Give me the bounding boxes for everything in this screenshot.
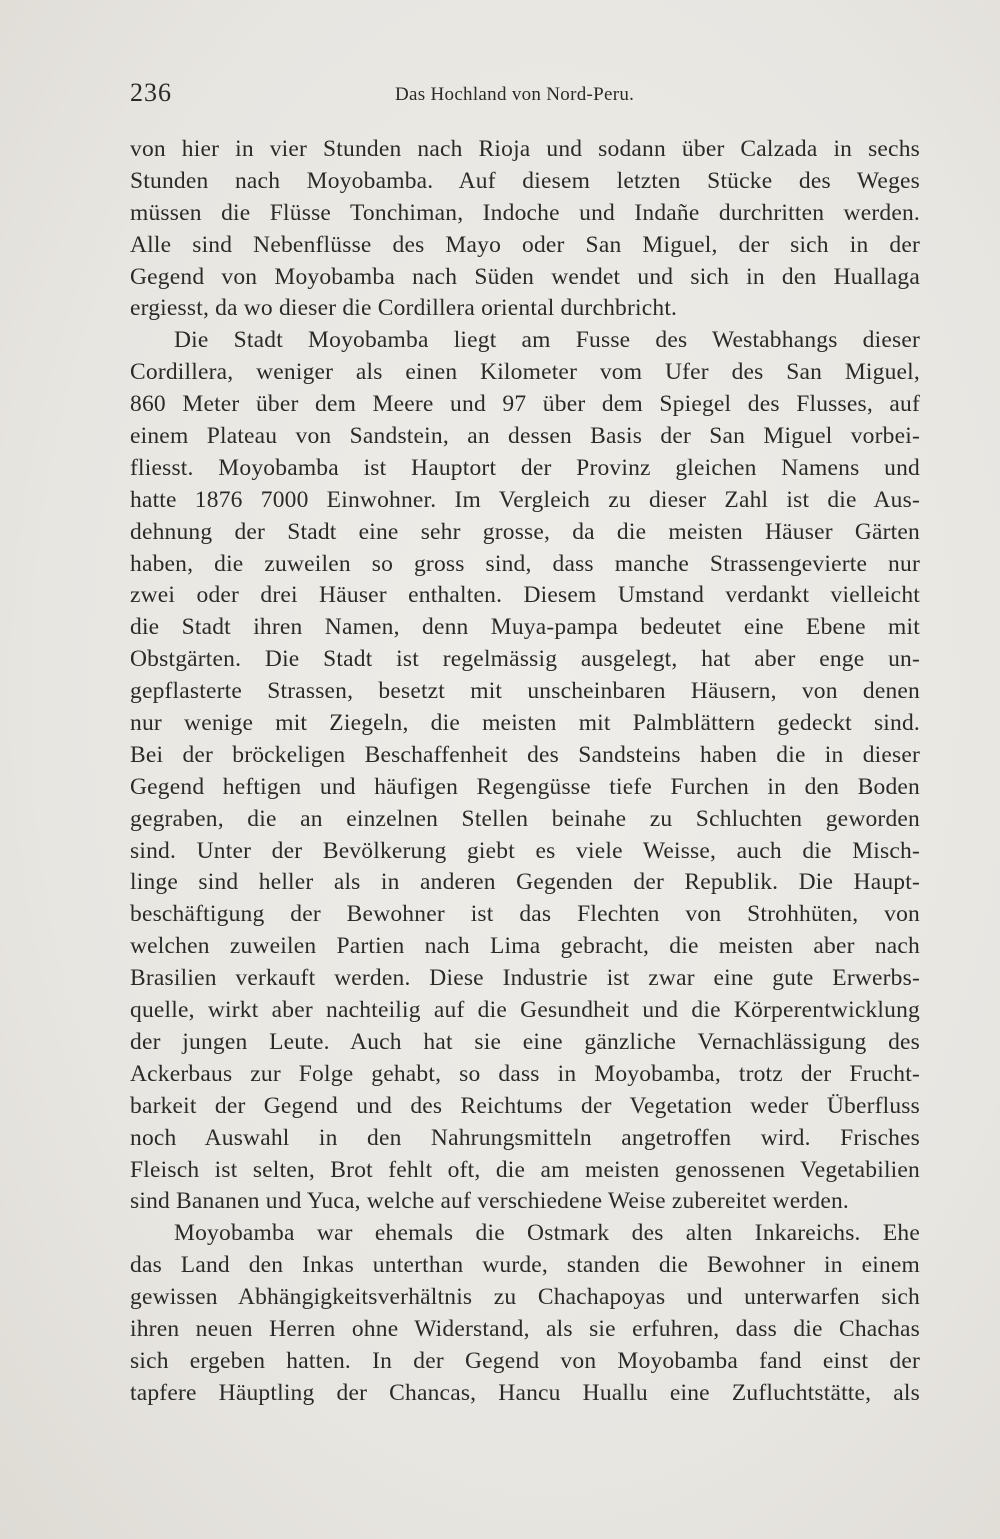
text-line: Cordillera, weniger als einen Kilometer vom Ufer des San Miguel,: [130, 359, 920, 386]
paragraph-last-line: sind Bananen und Yuca, welche auf verschiedene Weise zubereitet werden.: [130, 1188, 849, 1215]
text-line: ihren neuen Herren ohne Widerstand, als sie erfuhren, dass die Chachas: [130, 1315, 920, 1342]
text-line: gegraben, die an einzelnen Stellen beinahe zu Schluchten geworden: [130, 805, 920, 832]
text-line: Gegend heftigen und häufigen Regengüsse tiefe Furchen in den Boden: [130, 773, 920, 800]
paragraph-first-line: Die Stadt Moyobamba liegt am Fusse des Westabhangs dieser: [174, 327, 920, 354]
text-line: die Stadt ihren Namen, denn Muya-pampa bedeutet eine Ebene mit: [130, 614, 920, 641]
paragraph-first-line: Moyobamba war ehemals die Ostmark des alten Inkareichs. Ehe: [174, 1220, 920, 1247]
running-title: Das Hochland von Nord-Peru.: [395, 84, 635, 105]
text-line: beschäftigung der Bewohner ist das Flechten von Strohhüten, von: [130, 901, 920, 928]
text-line: Bei der bröckeligen Beschaffenheit des Sandsteins haben die in dieser: [130, 741, 920, 768]
text-line: 860 Meter über dem Meere und 97 über dem Spiegel des Flusses, auf: [130, 391, 920, 418]
text-line: tapfere Häuptling der Chancas, Hancu Huallu eine Zufluchtstätte, als: [130, 1379, 920, 1406]
text-line: das Land den Inkas unterthan wurde, standen die Bewohner in einem: [130, 1252, 920, 1279]
text-line: zwei oder drei Häuser enthalten. Diesem Umstand verdankt vielleicht: [130, 582, 920, 609]
text-line: Obstgärten. Die Stadt ist regelmässig ausgelegt, hat aber enge un-: [130, 646, 920, 673]
text-line: sind. Unter der Bevölkerung giebt es viele Weisse, auch die Misch-: [130, 837, 920, 864]
text-line: der jungen Leute. Auch hat sie eine gänzliche Vernachlässigung des: [130, 1028, 920, 1055]
text-line: linge sind heller als in anderen Gegenden der Republik. Die Haupt-: [130, 869, 920, 896]
page-header: [130, 78, 920, 118]
text-line: Alle sind Nebenflüsse des Mayo oder San Miguel, der sich in der: [130, 231, 920, 258]
text-line: quelle, wirkt aber nachteilig auf die Gesundheit und die Körperentwicklung: [130, 997, 920, 1024]
text-line: hatte 1876 7000 Einwohner. Im Vergleich zu dieser Zahl ist die Aus-: [130, 486, 920, 513]
text-line: Ackerbaus zur Folge gehabt, so dass in Moyobamba, trotz der Frucht-: [130, 1060, 920, 1087]
text-line: Fleisch ist selten, Brot fehlt oft, die am meisten genossenen Vegetabilien: [130, 1156, 920, 1183]
text-line: Brasilien verkauft werden. Diese Industrie ist zwar eine gute Erwerbs-: [130, 965, 920, 992]
text-line: welchen zuweilen Partien nach Lima gebracht, die meisten aber nach: [130, 933, 920, 960]
body-text: [130, 134, 920, 1410]
text-line: gewissen Abhängigkeitsverhältnis zu Chachapoyas und unterwarfen sich: [130, 1284, 920, 1311]
text-line: fliesst. Moyobamba ist Hauptort der Provinz gleichen Namens und: [130, 454, 920, 481]
text-line: noch Auswahl in den Nahrungsmitteln angetroffen wird. Frisches: [130, 1124, 920, 1151]
text-line: von hier in vier Stunden nach Rioja und sodann über Calzada in sechs: [130, 136, 920, 162]
text-line: einem Plateau von Sandstein, an dessen Basis der San Miguel vorbei-: [130, 423, 920, 450]
text-line: Gegend von Moyobamba nach Süden wendet und sich in den Huallaga: [130, 263, 920, 290]
text-line: müssen die Flüsse Tonchiman, Indoche und Indañe durchritten werden.: [130, 199, 920, 226]
text-line: sich ergeben hatten. In der Gegend von Moyobamba fand einst der: [130, 1347, 920, 1374]
text-line: haben, die zuweilen so gross sind, dass manche Strassengevierte nur: [130, 550, 920, 577]
text-line: dehnung der Stadt eine sehr grosse, da die meisten Häuser Gärten: [130, 518, 920, 545]
page-number: 236: [130, 78, 172, 107]
text-line: gepflasterte Strassen, besetzt mit unscheinbaren Häusern, von denen: [130, 678, 920, 705]
text-line: Stunden nach Moyobamba. Auf diesem letzten Stücke des Weges: [130, 167, 920, 194]
text-line: barkeit der Gegend und des Reichtums der Vegetation weder Überfluss: [130, 1092, 920, 1119]
paragraph-last-line: ergiesst, da wo dieser die Cordillera oriental durchbricht.: [130, 295, 678, 322]
text-line: nur wenige mit Ziegeln, die meisten mit Palmblättern gedeckt sind.: [130, 710, 920, 737]
